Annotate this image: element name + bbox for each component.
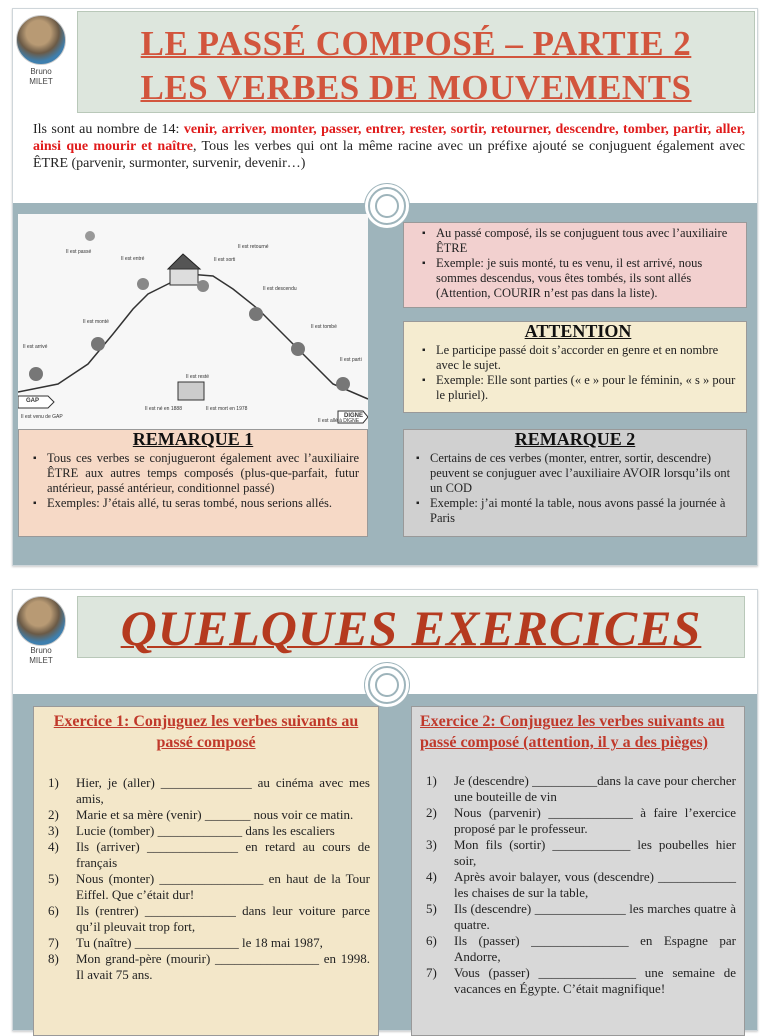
ex2-item bbox=[420, 837, 736, 869]
exercise-1-box bbox=[33, 706, 379, 1036]
title-line-1: LE PASSÉ COMPOSÉ – PARTIE 2 bbox=[140, 24, 692, 63]
label-alle: Il est allé à DIGNE bbox=[318, 418, 360, 424]
ex1-item bbox=[42, 903, 370, 935]
remarque-2-box bbox=[403, 429, 747, 537]
label-reste: Il est resté bbox=[186, 374, 210, 380]
ex1-item bbox=[42, 871, 370, 903]
mountain-drawing bbox=[18, 214, 368, 429]
item-number: 3) bbox=[426, 837, 437, 852]
ring-ornament bbox=[368, 666, 406, 704]
item-text: Vous (passer) _______________ une semaine de vacances en Égypte. C’était magnifique! bbox=[454, 965, 736, 996]
label-descendu: Il est descendu bbox=[263, 286, 297, 292]
remarque-2-title: REMARQUE 2 bbox=[514, 429, 636, 449]
sign-gap: GAP bbox=[26, 398, 40, 404]
item-text: Ils (passer) _______________ en Espagne par Andorre, bbox=[454, 933, 736, 964]
item-number: 5) bbox=[426, 901, 437, 916]
ex1-item bbox=[42, 951, 370, 983]
item-text: Ils (arriver) ______________ en retard au cours de français bbox=[76, 839, 370, 870]
label-parti: Il est parti bbox=[340, 357, 362, 363]
exercise-1-title: Exercice 1: Conjuguez les verbes suivants au passé composé bbox=[53, 713, 359, 751]
item-number: 7) bbox=[48, 935, 59, 950]
etre-rule-item: ▪ Exemple: je suis monté, tu es venu, il est arrivé, nous sommes descendus, vous êtes tombés, ils sont allés (Attention, COURIR n’est pas dans la liste). bbox=[436, 256, 740, 301]
slide-exercices bbox=[12, 589, 758, 1031]
item-text: Hier, je (aller) ______________ au cinéma avec mes amis, bbox=[76, 775, 370, 806]
author-avatar bbox=[16, 596, 66, 646]
ex2-item bbox=[420, 773, 736, 805]
item-number: 4) bbox=[426, 869, 437, 884]
label-sorti: Il est sorti bbox=[214, 257, 236, 263]
item-number: 6) bbox=[426, 933, 437, 948]
etre-rule-box bbox=[403, 222, 747, 308]
attention-box bbox=[403, 321, 747, 413]
attention-title: ATTENTION bbox=[524, 321, 632, 341]
author-name: Bruno MILET bbox=[29, 646, 53, 665]
item-text: Mon grand-père (mourir) ________________ en 1998. Il avait 75 ans. bbox=[76, 951, 370, 982]
item-number: 4) bbox=[48, 839, 59, 854]
label-retourne: Il est retourné bbox=[238, 244, 269, 250]
remarque-2-item: ▪ Exemple: j’ai monté la table, nous avons passé la journée à Paris bbox=[430, 496, 740, 526]
exercise-2-title: Exercice 2: Conjuguez les verbes suivants au passé composé (attention, il y a des pièges) bbox=[420, 713, 725, 751]
ex1-item bbox=[42, 823, 370, 839]
ex2-item bbox=[420, 933, 736, 965]
item-text: Marie et sa mère (venir) _______ nous voir ce matin. bbox=[76, 807, 354, 822]
intro-end: , Tous les verbes qui ont la même racine avec un préfixe ajouté se conjuguent également avec ÊTRE (parvenir, surmonter, survenir, devenir…) bbox=[33, 139, 746, 171]
label-monte: Il est monté bbox=[83, 319, 109, 325]
item-text: Ils (descendre) ______________ les marches quatre à quatre. bbox=[454, 901, 736, 932]
remarque-1-item: ▪ Exemples: J’étais allé, tu seras tombé, nous serions allés. bbox=[47, 496, 359, 511]
author-name: Bruno MILET bbox=[29, 67, 53, 86]
ex2-item bbox=[420, 805, 736, 837]
remarque-1-title: REMARQUE 1 bbox=[132, 429, 254, 449]
item-number: 1) bbox=[48, 775, 59, 790]
ex2-item bbox=[420, 901, 736, 933]
ex1-item bbox=[42, 839, 370, 871]
item-number: 2) bbox=[48, 807, 59, 822]
item-number: 7) bbox=[426, 965, 437, 980]
author-avatar bbox=[16, 15, 66, 65]
item-text: Nous (parvenir) _____________ à faire l’exercice proposé par le professeur. bbox=[454, 805, 736, 836]
item-text: Mon fils (sortir) ____________ les poubelles hier soir, bbox=[454, 837, 736, 868]
attention-item: ▪ Le participe passé doit s’accorder en genre et en nombre avec le sujet. bbox=[436, 343, 740, 373]
label-entre: Il est entré bbox=[121, 256, 145, 262]
item-text: Je (descendre) __________dans la cave pour chercher une bouteille de vin bbox=[454, 773, 736, 804]
remarque-2-item: ▪ Certains de ces verbes (monter, entrer, sortir, descendre) peuvent se conjuguer avec l’auxiliaire AVOIR lorsqu’ils ont un COD bbox=[430, 451, 740, 496]
title-banner bbox=[77, 11, 755, 113]
ex1-item bbox=[42, 807, 370, 823]
item-text: Nous (monter) ________________ en haut de la Tour Eiffel. Que c’était dur! bbox=[76, 871, 370, 902]
intro-start: Ils sont au nombre de 14: bbox=[33, 122, 184, 137]
title-line-2: LES VERBES DE MOUVEMENTS bbox=[140, 68, 692, 107]
ring-ornament bbox=[368, 187, 406, 225]
remarque-1-item: ▪ Tous ces verbes se conjugueront également avec l’auxiliaire ÊTRE aux autres temps composés (plus-que-parfait, futur antérieur, passé antérieur, conditionnel passé) bbox=[47, 451, 359, 496]
intro-paragraph bbox=[33, 121, 745, 172]
item-number: 3) bbox=[48, 823, 59, 838]
sign-digne: DIGNE bbox=[344, 413, 364, 419]
label-venu: Il est venu de GAP bbox=[21, 414, 63, 420]
item-number: 6) bbox=[48, 903, 59, 918]
item-number: 8) bbox=[48, 951, 59, 966]
item-text: Après avoir balayer, vous (descendre) ____________ les chaises de sur la table, bbox=[454, 869, 736, 900]
ex2-item bbox=[420, 965, 736, 997]
item-number: 2) bbox=[426, 805, 437, 820]
remarque-1-box bbox=[18, 429, 368, 537]
slide-passe-compose-partie-2 bbox=[12, 8, 758, 566]
ex2-item bbox=[420, 869, 736, 901]
ex1-item bbox=[42, 775, 370, 807]
label-mort: Il est mort en 1978 bbox=[206, 406, 248, 412]
exercises-title-banner bbox=[77, 596, 745, 658]
item-text: Tu (naître) ________________ le 18 mai 1987, bbox=[76, 935, 323, 950]
item-text: Ils (rentrer) ______________ dans leur voiture parce qu’il pleuvait trop fort, bbox=[76, 903, 370, 934]
item-text: Lucie (tomber) _____________ dans les escaliers bbox=[76, 823, 335, 838]
item-number: 5) bbox=[48, 871, 59, 886]
ex1-item bbox=[42, 935, 370, 951]
attention-item: ▪ Exemple: Elle sont parties (« e » pour le féminin, « s » pour le pluriel). bbox=[436, 373, 740, 403]
item-number: 1) bbox=[426, 773, 437, 788]
mountain-illustration bbox=[18, 214, 368, 429]
label-arrive: Il est arrivé bbox=[23, 344, 48, 350]
label-passe: Il est passé bbox=[66, 249, 92, 255]
exercise-2-box bbox=[411, 706, 745, 1036]
etre-rule-item: ▪ Au passé composé, ils se conjuguent tous avec l’auxiliaire ÊTRE bbox=[436, 226, 740, 256]
intro-verb-list: venir, arriver, monter, passer, entrer, rester, sortir, retourner, descendre, tomber, partir, aller, ainsi que mourir et naître bbox=[33, 122, 745, 154]
label-tombe: Il est tombé bbox=[311, 324, 337, 330]
label-ne: Il est né en 1888 bbox=[145, 406, 182, 412]
exercises-title: QUELQUES EXERCICES bbox=[120, 600, 702, 656]
